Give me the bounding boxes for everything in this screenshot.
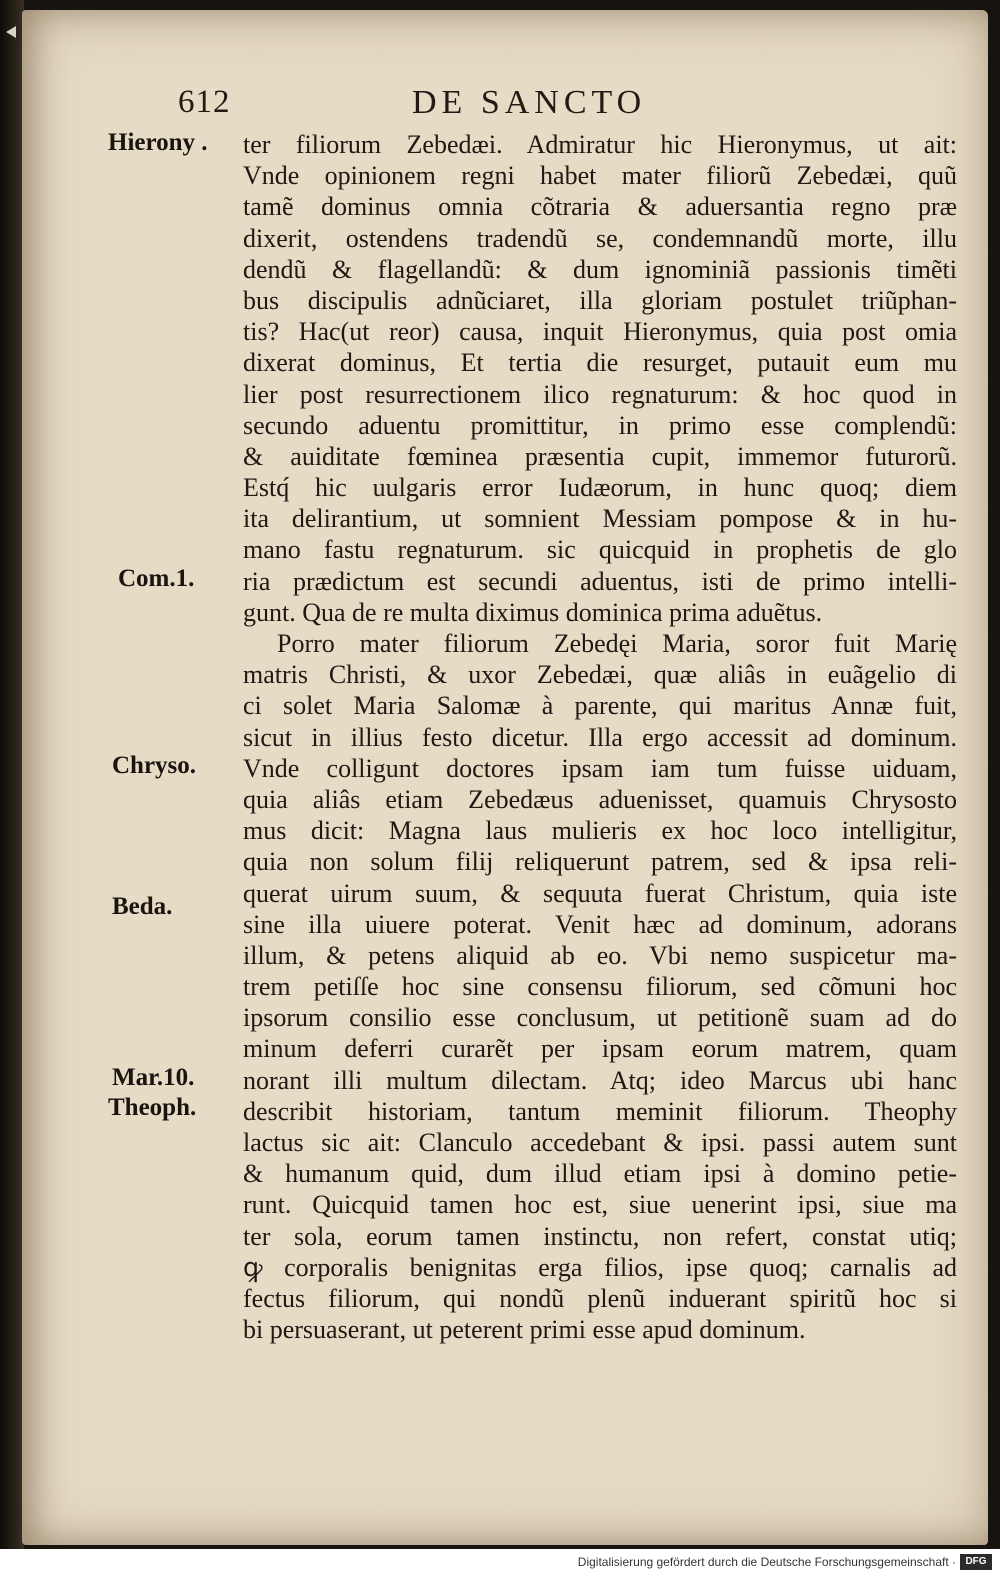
text-line: norant illi multum dilectam. Atq; ideo Marcus ubi hanc <box>243 1065 957 1095</box>
text-line: ci solet Maria Salomæ à parente, qui maritus Annæ fuit, <box>243 691 957 721</box>
text-line: trem petiſſe hoc sine consensu filiorum, sed cõmuni hoc <box>243 972 957 1002</box>
digitization-footer <box>0 1549 1000 1579</box>
margin-note-beda: Beda. <box>112 893 173 920</box>
text-line: Vnde colligunt doctores ipsam iam tum fuisse uiduam, <box>243 753 957 783</box>
text-line: ria prædictum est secundi aduentus, isti de primo intelli- <box>243 566 957 596</box>
text-line: ita delirantium, ut somnient Messiam pompose & in hu- <box>243 504 957 534</box>
text-line: dixerat dominus, Et tertia die resurget, putauit eum mu <box>243 348 957 378</box>
text-line: ipsorum consilio esse conclusum, ut petitionẽ suam ad do <box>243 1003 957 1033</box>
text-line: sicut in illius festo dicetur. Illa ergo accessit ad dominum. <box>243 722 957 752</box>
text-line: secundo aduentu promittitur, in primo esse complendũ: <box>243 410 957 440</box>
text-line: fectus filiorum, qui nondũ plenũ induerant spiritũ hoc si <box>243 1283 957 1313</box>
text-line: dendũ & flagellandũ: & dum ignominiã passionis timẽti <box>243 254 957 284</box>
margin-note-marcus: Mar.10. <box>112 1064 195 1091</box>
text-line: dixerit, ostendens tradendũ se, condemnandũ morte, illu <box>243 223 957 253</box>
body-text <box>243 129 957 1345</box>
text-line: quia aliâs etiam Zebedæus aduenisset, quamuis Chrysosto <box>243 784 957 814</box>
text-line: matris Christi, & uxor Zebedæi, quæ aliâs in euãgelio di <box>243 660 957 690</box>
text-line: tamẽ dominus omnia cõtraria & aduersantia regno præ <box>243 192 957 222</box>
funding-credit: Digitalisierung gefördert durch die Deutsche Forschungsgemeinschaft · <box>577 1555 956 1569</box>
text-line: & auiditate fœminea præsentia cupit, immemor futurorũ. <box>243 441 957 471</box>
marginal-notes <box>0 0 240 1579</box>
text-line: & humanum quid, dum illud etiam ipsi à domino petie- <box>243 1159 957 1189</box>
margin-note-hieronymus: Hierony . <box>108 129 208 156</box>
text-line: minum deferri curarẽt per ipsam eorum matrem, quam <box>243 1034 957 1064</box>
text-line: lactus sic ait: Clanculo accedebant & ipsi. passi autem sunt <box>243 1128 957 1157</box>
text-line: bi persuaserant, ut peterent primi esse apud dominum. <box>243 1315 806 1345</box>
page-number: 612 <box>178 84 231 120</box>
text-line: illum, & petens aliquid ab eo. Vbi nemo suspicetur ma- <box>243 940 957 970</box>
dfg-logo-icon: DFG <box>960 1554 992 1570</box>
text-line: Estq́ hic uulgaris error Iudæorum, in hunc quoq; diem <box>243 473 957 503</box>
text-line: tis? Hac(ut reor) causa, inquit Hieronymus, quia post omia <box>243 317 957 347</box>
text-line: gunt. Qua de re multa diximus dominica prima aduẽtus. <box>243 597 823 627</box>
text-line: mus dicit: Magna laus mulieris ex hoc loco intelligitur, <box>243 816 957 846</box>
text-line: querat uirum suum, & sequuta fuerat Christum, quia iste <box>243 878 957 908</box>
margin-note-chrysostom: Chryso. <box>112 752 197 779</box>
text-line: mano fastu regnaturum. sic quicquid in prophetis de glo <box>243 535 957 565</box>
text-line: quia non solum filij reliquerunt patrem, sed & ipsa reli- <box>243 847 957 877</box>
running-head: DE SANCTO <box>412 84 647 121</box>
text-line: bus discipulis adnũciaret, illa gloriam postulet triũphan- <box>243 285 957 315</box>
text-line: describit historiam, tantum meminit filiorum. Theophy <box>243 1096 957 1126</box>
text-line: ter filiorum Zebedæi. Admiratur hic Hieronymus, ut ait: <box>243 130 957 159</box>
margin-note-com: Com.1. <box>118 565 195 592</box>
text-line: sine illa uiuere poterat. Venit hæc ad dominum, adorans <box>243 909 957 939</box>
text-line: Porro mater filiorum Zebedęi Maria, soror fuit Marię <box>277 629 957 658</box>
text-line: runt. Quicquid tamen hoc est, siue uenerint ipsi, siue ma <box>243 1190 957 1220</box>
margin-note-theophylact: Theoph. <box>108 1094 197 1121</box>
text-line: Vnde opinionem regni habet mater filiorũ Zebedæi, quũ <box>243 161 957 191</box>
text-line: lier post resurrectionem ilico regnaturum: & hoc quod in <box>243 379 957 409</box>
text-line: ter sola, eorum tamen instinctu, non refert, constat utiq; <box>243 1221 957 1251</box>
text-line: ꝙ corporalis benignitas erga filios, ipse quoq; carnalis ad <box>243 1252 957 1282</box>
